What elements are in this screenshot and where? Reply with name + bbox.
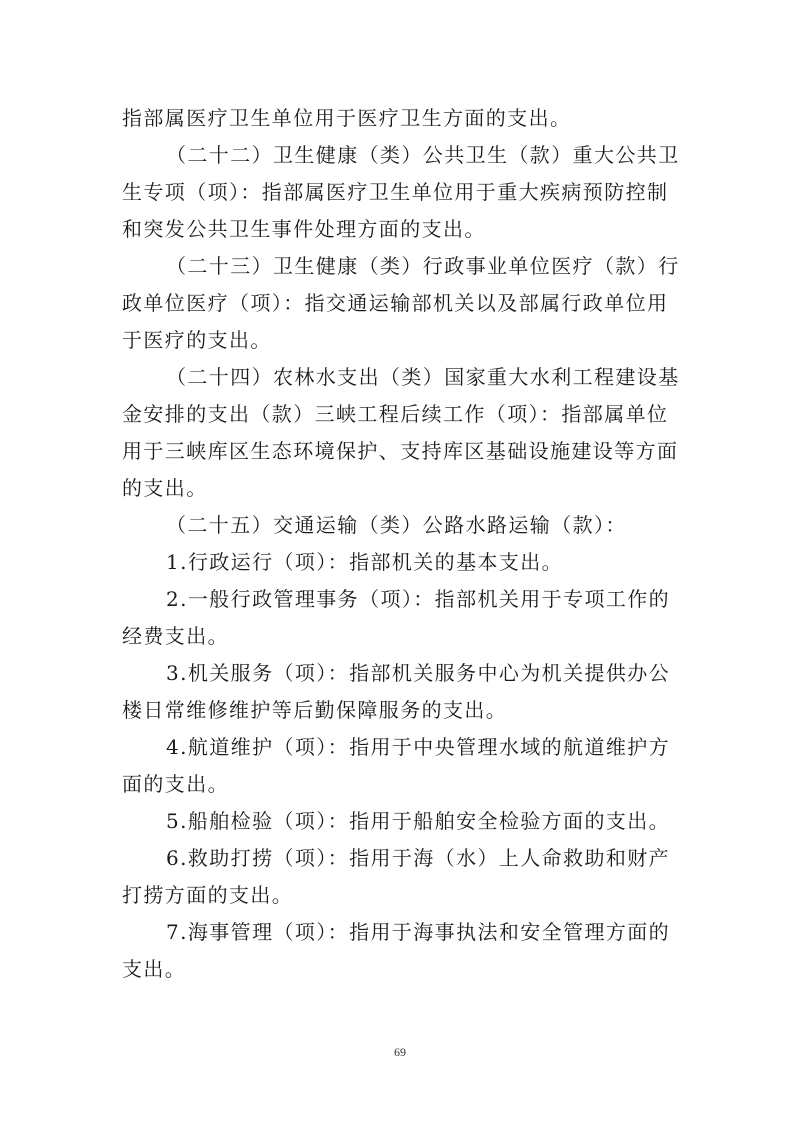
text-line: （二十二）卫生健康（类）公共卫生（款）重大公共卫 xyxy=(166,143,680,167)
text-line: 于医疗的支出。 xyxy=(122,328,272,352)
text-line: 3.机关服务（项）：指部机关服务中心为机关提供办公 xyxy=(166,661,671,685)
text-line: 2.一般行政管理事务（项）：指部机关用于专项工作的 xyxy=(166,587,671,611)
text-line: 的支出。 xyxy=(122,476,208,500)
text-line: 7.海事管理（项）：指用于海事执法和安全管理方面的 xyxy=(166,920,671,944)
text-line: 和突发公共卫生事件处理方面的支出。 xyxy=(122,217,486,241)
text-line: （二十三）卫生健康（类）行政事业单位医疗（款）行 xyxy=(166,254,680,278)
body-text xyxy=(122,100,682,988)
text-line: （二十五）交通运输（类）公路水路运输（款）： xyxy=(166,513,627,537)
text-line: 政单位医疗（项）：指交通运输部机关以及部属行政单位用 xyxy=(122,291,669,315)
text-line: 5.船舶检验（项）：指用于船舶安全检验方面的支出。 xyxy=(166,809,671,833)
text-line: 6.救助打捞（项）：指用于海（水）上人命救助和财产 xyxy=(166,846,671,870)
text-line: 楼日常维修维护等后勤保障服务的支出。 xyxy=(122,698,508,722)
text-line: 4.航道维护（项）：指用于中央管理水域的航道维护方 xyxy=(166,735,671,759)
text-line: 支出。 xyxy=(122,957,187,981)
text-line: 1.行政运行（项）：指部机关的基本支出。 xyxy=(166,550,564,574)
text-line: 经费支出。 xyxy=(122,624,229,648)
text-line: 打捞方面的支出。 xyxy=(122,883,294,907)
text-line: （二十四）农林水支出（类）国家重大水利工程建设基 xyxy=(166,365,680,389)
text-line: 生专项（项）：指部属医疗卫生单位用于重大疾病预防控制 xyxy=(122,180,669,204)
page-number: 69 xyxy=(394,1045,406,1059)
text-line: 用于三峡库区生态环境保护、支持库区基础设施建设等方面 xyxy=(122,439,679,463)
text-line: 指部属医疗卫生单位用于医疗卫生方面的支出。 xyxy=(122,106,572,130)
text-line: 面的支出。 xyxy=(122,772,229,796)
text-line: 金安排的支出（款）三峡工程后续工作（项）：指部属单位 xyxy=(122,402,669,426)
